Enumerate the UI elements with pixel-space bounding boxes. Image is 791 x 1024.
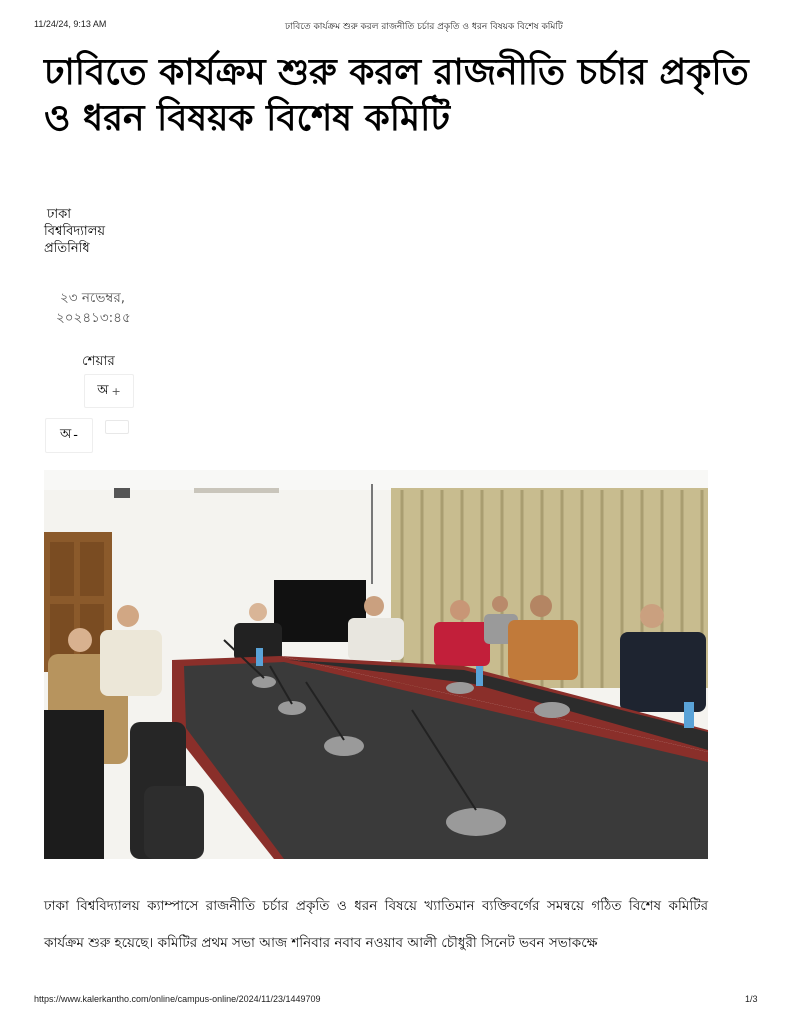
author-line: প্রতিনিধি — [44, 241, 90, 256]
date-line: ২০২৪১৩:৪৫ — [56, 310, 131, 326]
minus-icon: - — [73, 428, 78, 443]
print-url: https://www.kalerkantho.com/online/campus-online/2024/11/23/1449709 — [34, 994, 321, 1004]
font-reset-button[interactable] — [105, 420, 129, 434]
plus-icon: + — [111, 384, 121, 398]
meeting-photo — [44, 470, 708, 859]
author-byline[interactable] — [44, 206, 164, 257]
author-line: বিশ্ববিদ্যালয় — [44, 224, 106, 239]
print-page-title: ঢাবিতে কার্যক্রম শুরু করল রাজনীতি চর্চার প্রকৃতি ও ধরন বিষয়ক বিশেষ কমিটি — [285, 22, 563, 32]
publish-date — [56, 288, 196, 328]
font-letter: অ — [97, 382, 109, 398]
font-increase-button[interactable] — [84, 374, 134, 408]
font-decrease-button[interactable] — [45, 418, 93, 453]
print-datetime: 11/24/24, 9:13 AM — [34, 19, 107, 29]
author-line: ঢাকা — [47, 207, 71, 222]
share-label[interactable]: শেয়ার — [82, 353, 115, 369]
date-line: ২৩ নভেম্বর, — [60, 290, 126, 306]
font-letter: অ — [60, 427, 72, 442]
print-page-number: 1/3 — [745, 994, 758, 1004]
article-body: ঢাকা বিশ্ববিদ্যালয় ক্যাম্পাসে রাজনীতি চর্চার প্রকৃতি ও ধরন বিষয়ে খ্যাতিমান ব্যক্তিবর্গের সমন্বয়ে গঠিত বিশেষ কমিটির কার্যক্রম শুরু হয়েছে। কমিটির প্রথম সভা আজ শনিবার নবাব নওয়াব আলী চৌধুরী সিনেট ভবন সভাকক্ষে — [44, 898, 708, 951]
article-headline: ঢাবিতে কার্যক্রম শুরু করল রাজনীতি চর্চার প্রকৃতি ও ধরন বিষয়ক বিশেষ কমিটি — [44, 52, 749, 139]
